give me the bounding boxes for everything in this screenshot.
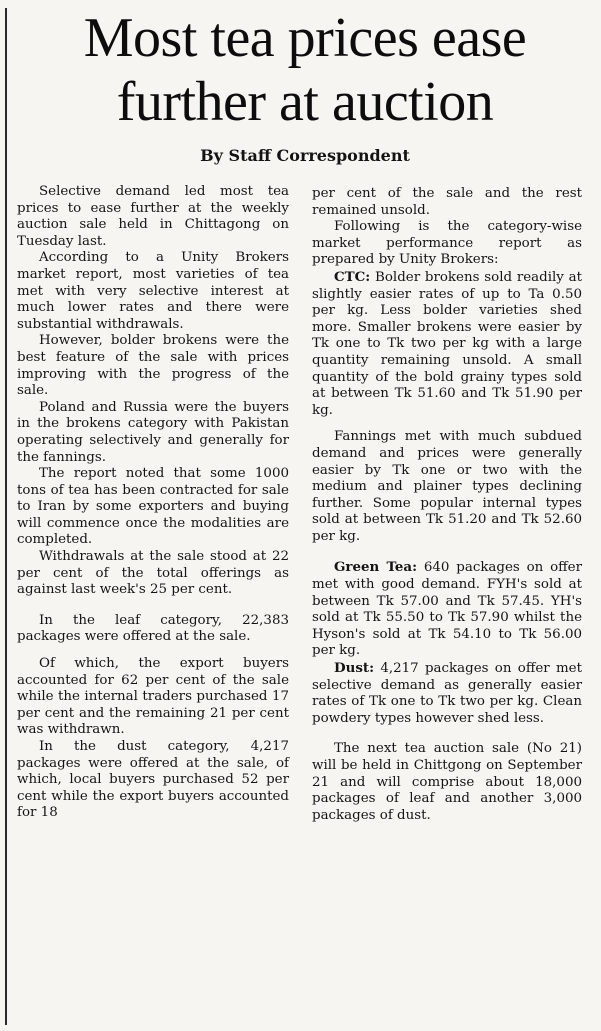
- paragraph: Withdrawals at the sale stood at 22 per cent of the total offerings as against last week's 25 per cent.: [17, 549, 289, 598]
- column-rule: [5, 8, 7, 1025]
- left-column: [17, 184, 289, 822]
- paragraph: However, bolder brokens were the best feature of the sale with prices improving with the progress of the sale.: [17, 333, 289, 399]
- ctc-text: Bolder brokens sold readily at slightly easier rates of up to Ta 0.50 per kg. Less bolder varieties shed more. Smaller brokens were easier by Tk one to Tk two per kg with a large quantity remaining unsold. A small quantity of the bold grainy types sold at between Tk 51.60 and Tk 51.90 per kg.: [312, 269, 582, 418]
- green-tea-paragraph: [312, 559, 582, 660]
- paragraph: In the dust category, 4,217 packages were offered at the sale, of which, local buyers purchased 52 per cent while the export buyers accounted for 18: [17, 739, 289, 821]
- ctc-label: CTC:: [334, 268, 371, 285]
- paragraph: The report noted that some 1000 tons of tea has been contracted for sale to Iran by some exporters and buying will commence once the modalities are completed.: [17, 466, 289, 548]
- paragraph-continuation: per cent of the sale and the rest remained unsold.: [312, 186, 582, 218]
- paragraph: Following is the category-wise market performance report as prepared by Unity Brokers:: [312, 219, 582, 268]
- green-tea-text: 640 packages on offer met with good demand. FYH's sold at between Tk 57.00 and Tk 57.45. YH's sold at Tk 55.50 to Tk 57.90 whilst the Hyson's sold at Tk 54.10 to Tk 56.00 per kg.: [312, 560, 583, 659]
- paragraph: Of which, the export buyers accounted for 62 per cent of the sale while the internal traders purchased 17 per cent and the remaining 21 per cent was withdrawn.: [17, 656, 289, 738]
- headline: Most tea prices ease further at auction: [83, 7, 527, 133]
- green-tea-label: Green Tea:: [334, 559, 418, 576]
- dust-label: Dust:: [334, 660, 375, 677]
- paragraph: The next tea auction sale (No 21) will be held in Chittgong on September 21 and will comprise about 18,000 packages of leaf and another 3,000 packages of dust.: [312, 741, 582, 823]
- dust-paragraph: [312, 660, 582, 727]
- paragraph: Fannings met with much subdued demand and prices were generally easier by Tk one or two with the medium and plainer types declining further. Some popular internal types sold at between Tk 51.20 and Tk 52.60 per kg.: [312, 429, 582, 544]
- paragraph: According to a Unity Brokers market report, most varieties of tea met with very selective interest at much lower rates and there were substantial withdrawals.: [17, 250, 289, 332]
- paragraph: Poland and Russia were the buyers in the brokens category with Pakistan operating selectively and generally for the fannings.: [17, 399, 289, 465]
- byline: By Staff Correspondent: [200, 146, 410, 165]
- paragraph: Selective demand led most tea prices to ease further at the weekly auction sale held in Chittagong on Tuesday last.: [17, 184, 289, 249]
- right-column: [312, 186, 582, 824]
- paragraph: In the leaf category, 22,383 packages were offered at the sale.: [17, 612, 289, 645]
- dust-text: 4,217 packages on offer met selective demand as generally easier rates of Tk one to Tk two per kg. Clean powdery types however shed less.: [312, 661, 582, 726]
- ctc-paragraph: [312, 269, 582, 419]
